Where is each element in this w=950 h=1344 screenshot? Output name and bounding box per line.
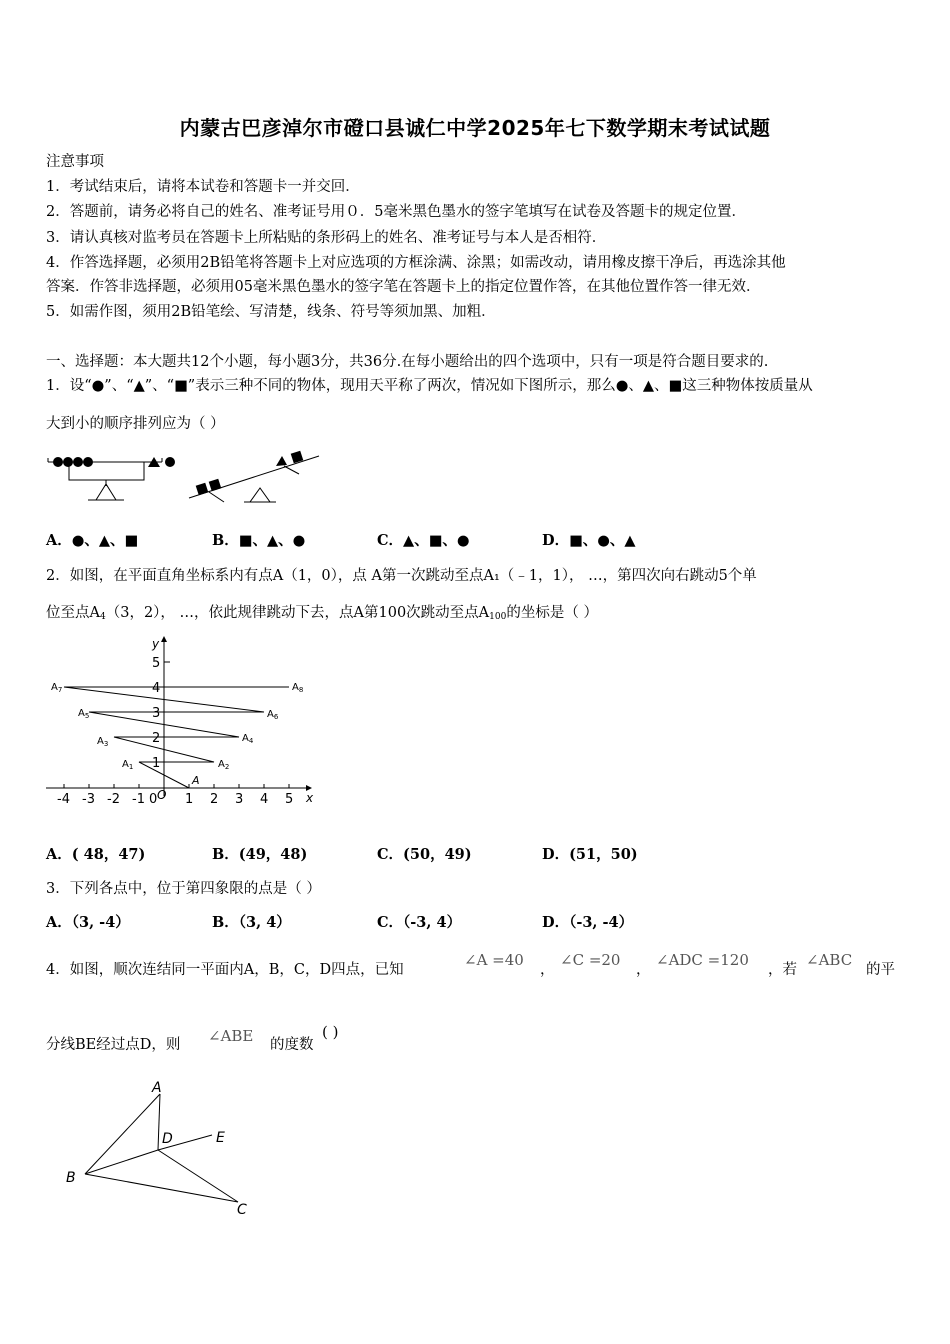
q1-option-d[interactable]: D．■、●、▲ — [542, 532, 636, 549]
point-label-a2: $A_2$ — [218, 759, 230, 771]
y-tick-2: 2 — [152, 731, 161, 746]
q1-stem-line2: 大到小的顺序排列应为（ ） — [46, 416, 225, 432]
point-label-a5: $A_5$ — [78, 708, 90, 720]
q2-stem-line1: 2．如图，在平面直角坐标系内有点A（1，0），点 A第一次跳动至点A₁（﹣1，1）， …，第四次向右跳动5个单 — [46, 568, 757, 584]
x-tick-1: 1 — [185, 792, 194, 807]
x-tick-4: 4 — [260, 792, 269, 807]
y-tick-3: 3 — [152, 706, 161, 721]
q4-angle-abe: ∠ABE — [208, 1027, 254, 1045]
origin-label: O — [157, 788, 167, 802]
y-tick-1: 1 — [152, 756, 161, 771]
q4-comma-1: ， — [540, 962, 555, 978]
section-heading: 一、选择题：本大题共12个小题，每小题3分，共36分.在每小题给出的四个选项中，只有一项是符合题目要求的. — [46, 354, 769, 370]
q4-stem-line2-end: 的度数 — [270, 1037, 314, 1053]
q1-option-b[interactable]: B．■、▲、● — [212, 532, 306, 549]
q1-stem-line1: 1．设“●”、“▲”、“■”表示三种不同的物体，现用天平称了两次，情况如下图所示，那么●、▲、■这三种物体按质量从 — [46, 378, 813, 394]
q4-stem-line1-end: 的平 — [866, 962, 895, 978]
q4-angle-abc: ∠ABC — [806, 951, 853, 969]
x-tick-0: 0 — [149, 792, 158, 807]
x-tick-2: 2 — [210, 792, 219, 807]
point-label-a6: $A_6$ — [267, 709, 279, 721]
q4-angle-c: ∠C =20 — [560, 951, 621, 969]
q2-option-d[interactable]: D．(51，50) — [542, 846, 638, 863]
point-label-a1: $A_1$ — [122, 759, 134, 771]
y-tick-5: 5 — [152, 656, 161, 671]
x-tick-5: 5 — [285, 792, 294, 807]
q4-comma-2: ， — [636, 962, 651, 978]
point-label-a8: $A_8$ — [292, 682, 304, 694]
notice-item-4-cont: 答案．作答非选择题，必须用05毫米黑色墨水的签字笔在答题卡上的指定位置作答，在其他位置作答一律无效． — [46, 279, 761, 295]
notice-item-4: 4．作答选择题，必须用2B铅笔将答题卡上对应选项的方框涂满、涂黑；如需改动，请用橡皮擦干净后，再选涂其他 — [46, 255, 786, 271]
point-label-a3: $A_3$ — [97, 736, 109, 748]
q3-option-c[interactable]: C．（-3, 4） — [377, 914, 462, 931]
q3-option-b[interactable]: B．（3, 4） — [212, 914, 291, 931]
q4-angle-adc: ∠ADC =120 — [656, 951, 749, 969]
q2-option-b[interactable]: B．(49，48) — [212, 846, 308, 863]
q2-coordinate-graph — [44, 634, 319, 810]
q4-stem-line1-mid: ，若 — [768, 962, 797, 978]
vertex-label-a: A — [152, 1080, 162, 1096]
page-title: 内蒙古巴彦淖尔市磴口县诚仁中学2025年七下数学期末考试试题 — [179, 116, 771, 140]
notice-item-2: 2．答题前，请务必将自己的姓名、准考证号用０．5毫米黑色墨水的签字笔填写在试卷及答题卡的规定位置． — [46, 204, 746, 220]
y-axis-label: y — [152, 637, 160, 651]
x-tick-3: 3 — [235, 792, 244, 807]
vertex-label-b: B — [66, 1170, 76, 1186]
vertex-label-d: D — [162, 1131, 173, 1147]
balance-2 — [189, 456, 319, 502]
q4-answer-paren: ( ) — [322, 1023, 339, 1041]
vertex-label-e: E — [216, 1130, 225, 1146]
q2-option-c[interactable]: C．(50，49) — [377, 846, 472, 863]
notice-heading: 注意事项 — [46, 154, 104, 170]
notice-item-3: 3．请认真核对监考员在答题卡上所粘贴的条形码上的姓名、准考证号与本人是否相符． — [46, 230, 607, 246]
q2-stem-line2: 位至点$A_4(3$，2）， …，依此规律跳动下去，点A第100次跳动至点$A_{100}$的坐标是（ ） — [46, 605, 598, 622]
notice-item-1: 1．考试结束后，请将本试卷和答题卡一并交回． — [46, 179, 360, 195]
q4-geometry-figure — [60, 1078, 260, 1223]
q3-option-d[interactable]: D．（-3, -4） — [542, 914, 634, 931]
balance-2-items — [196, 451, 304, 496]
point-label-a: A — [192, 774, 200, 787]
x-tick-m3: -3 — [82, 792, 95, 807]
notice-item-5: 5．如需作图，须用2B铅笔绘、写清楚，线条、符号等须加黑、加粗． — [46, 304, 496, 320]
x-axis-label: x — [306, 791, 314, 805]
vertex-label-c: C — [237, 1202, 247, 1218]
x-tick-m2: -2 — [107, 792, 120, 807]
q1-balance-figure — [44, 444, 324, 514]
y-tick-4: 4 — [152, 681, 161, 696]
x-tick-m4: -4 — [57, 792, 70, 807]
q2-option-a[interactable]: A．( 48，47) — [46, 846, 146, 863]
q3-option-a[interactable]: A．（3, -4） — [46, 914, 130, 931]
x-tick-m1: -1 — [132, 792, 145, 807]
q1-option-c[interactable]: C．▲、■、● — [377, 532, 470, 549]
point-label-a7: $A_7$ — [51, 682, 63, 694]
point-label-a4: $A_4$ — [242, 733, 254, 745]
q1-option-a[interactable]: A．●、▲、■ — [46, 532, 139, 549]
q4-angle-a: ∠A =40 — [464, 951, 524, 969]
q4-stem-line2: 分线BE经过点D，则 — [46, 1037, 181, 1053]
q3-stem: 3．下列各点中，位于第四象限的点是（ ） — [46, 881, 321, 897]
q4-stem-line1-start: 4．如图，顺次连结同一平面内A，B，C，D四点，已知 — [46, 962, 404, 978]
